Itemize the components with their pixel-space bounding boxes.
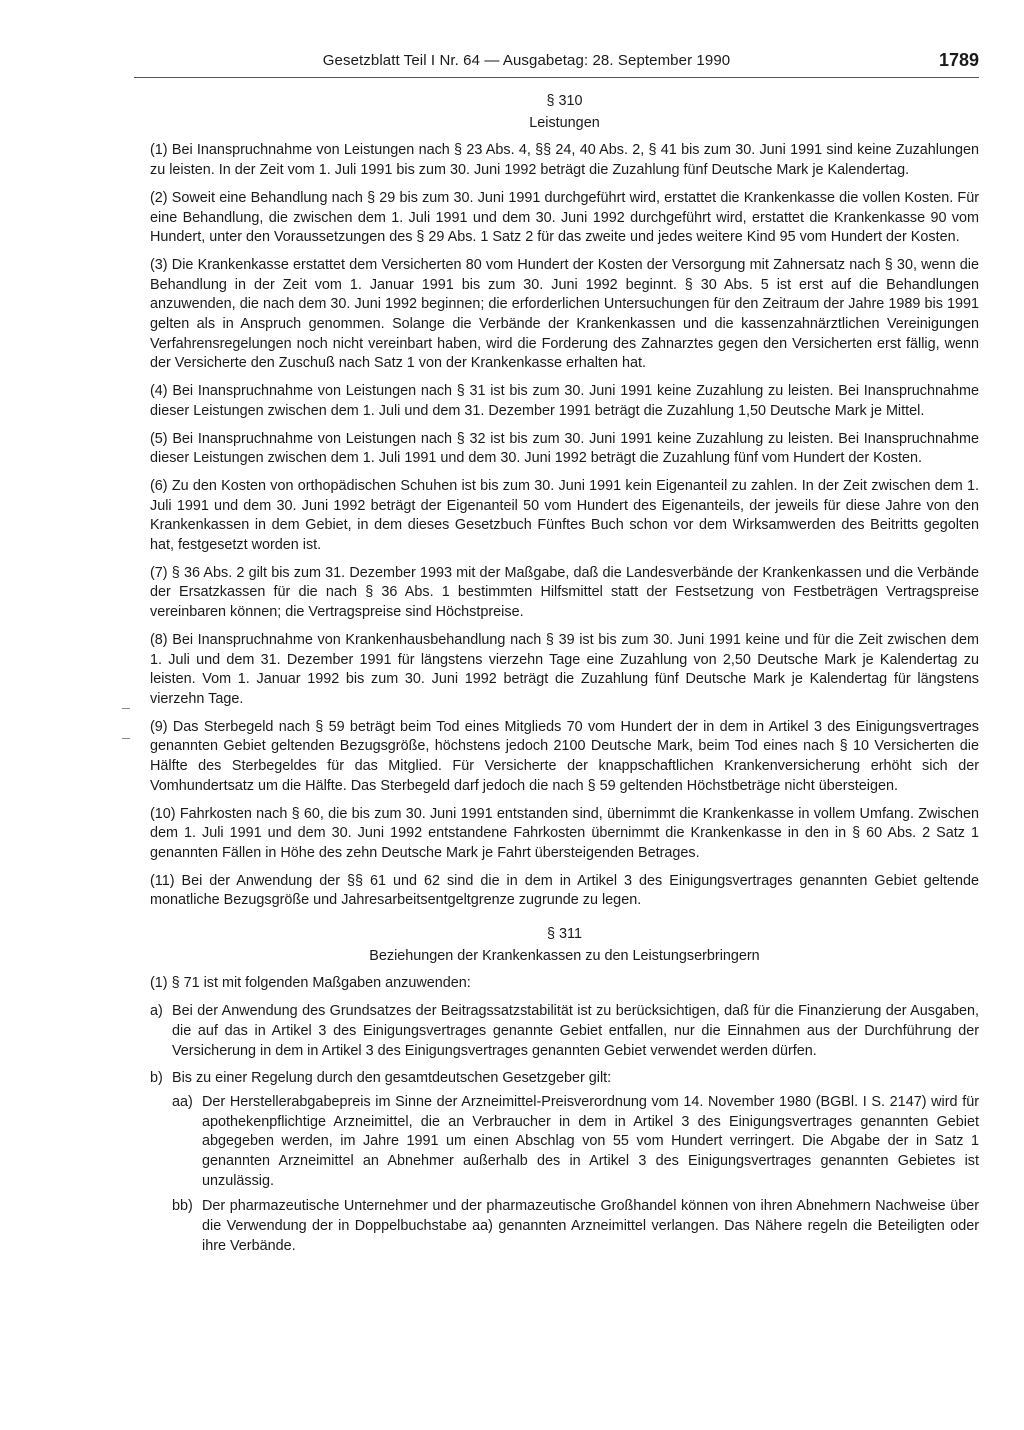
list-item-label: b): [150, 1070, 163, 1087]
header-divider: [134, 77, 979, 78]
gazette-header-title: Gesetzblatt Teil I Nr. 64 — Ausgabetag: 28. September 1990: [322, 52, 731, 69]
s310-paragraph-1: (1) Bei Inanspruchnahme von Leistungen nach § 23 Abs. 4, §§ 24, 40 Abs. 2, § 41 bis zum 30. Juni 1991 sind keine Zuzahlungen zu leisten. In der Zeit vom 1. Juli 1991 bis zum 30. Juni 1992 beträgt die Zuzahlung fünf Deutsche Mark je Kalendertag.: [150, 142, 979, 179]
list-item-text: Bei der Anwendung des Grundsatzes der Beitragssatzstabilität ist zu berücksichtigen, daß für die Finanzierung der Ausgaben, die auf das in Artikel 3 des Einigungsvertrages genannte Gebiet entfallen, nur die Einnahmen aus der Durchführung der Versicherung in dem in Artikel 3 des Einigungsvertrages genannten Gebiet verwendet werden dürfen.: [172, 1003, 979, 1059]
page-number: 1789: [938, 50, 979, 70]
sublist-item-label: bb): [172, 1198, 193, 1215]
sublist-item-text: Der Herstellerabgabepreis im Sinne der Arzneimittel-Preisverordnung vom 14. November 1980 (BGBl. I S. 2147) wird für apothekenpflichtige Arzneimittel, die an Verbraucher in dem in Artikel 3 des Einigungsvertrages genannten Gebiet abgegeben werden, im Jahre 1991 um einen Abschlag von 55 vom Hundert verringert. Die Abgabe der in Satz 1 genannten Arzneimittel an Abnehmer außerhalb des in Artikel 3 des Einigungsvertrages genannten Gebietes ist unzulässig.: [202, 1093, 979, 1189]
list-item-label: a): [150, 1003, 163, 1020]
list-item: [150, 1002, 979, 1061]
s310-paragraph-4: (4) Bei Inanspruchnahme von Leistungen nach § 31 ist bis zum 30. Juni 1991 keine Zuzahlung zu leisten. Bei Inanspruchnahme dieser Leistungen zwischen dem 1. Juli und dem 31. Dezember 1991 beträgt die Zuzahlung 1,50 Deutsche Mark je Mittel.: [150, 383, 979, 419]
document-body: [150, 92, 979, 1263]
page-header: [134, 52, 979, 76]
sublist-item-text: Der pharmazeutische Unternehmer und der pharmazeutische Großhandel können von ihren Abnehmern Nachweise über die Verwendung der in Doppelbuchstabe aa) genannten Arzneimittel verlangen. Das Nähere regeln die Beteiligten oder ihre Verbände.: [202, 1198, 979, 1254]
s310-paragraph-7: (7) § 36 Abs. 2 gilt bis zum 31. Dezember 1993 mit der Maßgabe, daß die Landesverbände der Krankenkassen und die Verbände der Ersatzkassen für die nach § 36 Abs. 1 bestimmten Hilfsmittel statt der Festsetzung von Festbeträgen Vertragspreise vereinbaren können; die Vertragspreise sind Höchstpreise.: [150, 564, 979, 621]
section-310-title: Leistungen: [529, 114, 600, 131]
section-311-title: Beziehungen der Krankenkassen zu den Leistungserbringern: [369, 947, 760, 964]
s310-paragraph-3: (3) Die Krankenkasse erstattet dem Versicherten 80 vom Hundert der Kosten der Versorgung mit Zahnersatz nach § 30, wenn die Behandlung in der Zeit vom 1. Januar 1991 bis zum 30. Juni 1992 beginnt. § 30 Abs. 5 ist erst auf die Behandlungen anzuwenden, die nach dem 30. Juni 1992 beginnen; die erforderlichen Untersuchungen für den Zeitraum der Jahre 1989 bis 1991 gelten als in Anspruch genommen. Solange die Verbände der Krankenkassen und die kassenzahnärztlichen Vereinigungen Verfahrensregelungen noch nicht vereinbart haben, wird die Forderung des Zahnarztes gegen den Versicherten erst fällig, wenn der Versicherte den Zuschuß nach Satz 1 von der Krankenkasse erhalten hat.: [150, 256, 979, 372]
s311-intro: (1) § 71 ist mit folgenden Maßgaben anzuwenden:: [150, 975, 471, 992]
s310-paragraph-10: (10) Fahrkosten nach § 60, die bis zum 30. Juni 1991 entstanden sind, übernimmt die Krankenkasse in vollem Umfang. Zwischen dem 1. Juli 1991 und dem 30. Juni 1992 entstandene Fahrkosten übernimmt die Krankenkasse in den in § 60 Abs. 2 Satz 1 genannten Fällen in Höhe des zehn Deutsche Mark je Fahrt übersteigenden Betrages.: [150, 805, 979, 861]
list-item-text: Bis zu einer Regelung durch den gesamtdeutschen Gesetzgeber gilt:: [172, 1070, 612, 1087]
sublist-item: [172, 1197, 979, 1256]
margin-mark: [122, 708, 130, 709]
section-311-number: § 311: [547, 926, 582, 943]
s310-paragraph-2: (2) Soweit eine Behandlung nach § 29 bis zum 30. Juni 1991 durchgeführt wird, erstattet die Krankenkasse die vollen Kosten. Für eine Behandlung, die zwischen dem 1. Juli 1991 und dem 30. Juni 1992 durchgeführt wird, erstattet die Krankenkasse 90 vom Hundert, unter den Voraussetzungen des § 29 Abs. 1 Satz 2 für das zweite und jedes weitere Kind 95 vom Hundert der Kosten.: [150, 189, 979, 246]
section-310-number: § 310: [546, 93, 583, 109]
s310-paragraph-9: (9) Das Sterbegeld nach § 59 beträgt beim Tod eines Mitglieds 70 vom Hundert der in dem in Artikel 3 des Einigungsvertrages genannten Gebiet geltenden Bezugsgröße, höchstens jedoch 2100 Deutsche Mark, beim Tod eines nach § 10 Versicherten die Hälfte des Sterbegeldes für das Mitglied. Für Versicherte der knappschaftlichen Krankenversicherung erhöht sich der Vomhundertsatz um die Hälfte. Das Sterbegeld darf jedoch die nach § 59 geltenden Höchstbeträge nicht übersteigen.: [150, 718, 979, 794]
s310-paragraph-8: (8) Bei Inanspruchnahme von Krankenhausbehandlung nach § 39 ist bis zum 30. Juni 1991 keine und für die Zeit zwischen dem 1. Juli und dem 31. Dezember 1991 für längstens vierzehn Tage eine Zuzahlung von 2,50 Deutsche Mark je Kalendertag zu leisten. Vom 1. Januar 1992 bis zum 30. Juni 1992 beträgt die Zuzahlung fünf Deutsche Mark je Kalendertag für längstens vierzehn Tage.: [150, 631, 979, 707]
s310-paragraph-11: (11) Bei der Anwendung der §§ 61 und 62 sind die in dem in Artikel 3 des Einigungsvertrages genannten Gebiet geltende monatliche Bezugsgröße und Jahresarbeitsentgeltgrenze zugrunde zu legen.: [150, 872, 979, 909]
margin-mark: [122, 738, 130, 739]
s310-paragraph-6: (6) Zu den Kosten von orthopädischen Schuhen ist bis zum 30. Juni 1991 kein Eigenanteil zu zahlen. In der Zeit zwischen dem 1. Juli 1991 und dem 30. Juni 1992 beträgt der Eigenanteil 50 vom Hundert des Eigenanteils, der jeweils für diese Jahre von den Krankenkassen in dem Gebiet, in dem dieses Gesetzbuch Fünftes Buch schon vor dem Wirksamwerden des Beitritts gegolten hat, festgesetzt worden ist.: [150, 477, 979, 554]
list-item: [150, 1069, 979, 1089]
sublist-item-label: aa): [172, 1093, 193, 1110]
s310-paragraph-5: (5) Bei Inanspruchnahme von Leistungen nach § 32 ist bis zum 30. Juni 1991 keine Zuzahlung zu leisten. Bei Inanspruchnahme dieser Leistungen zwischen dem 1. Juli 1991 und dem 30. Juni 1992 beträgt die Zuzahlung fünf vom Hundert der Kosten.: [150, 430, 979, 467]
sublist-item: [172, 1093, 979, 1192]
